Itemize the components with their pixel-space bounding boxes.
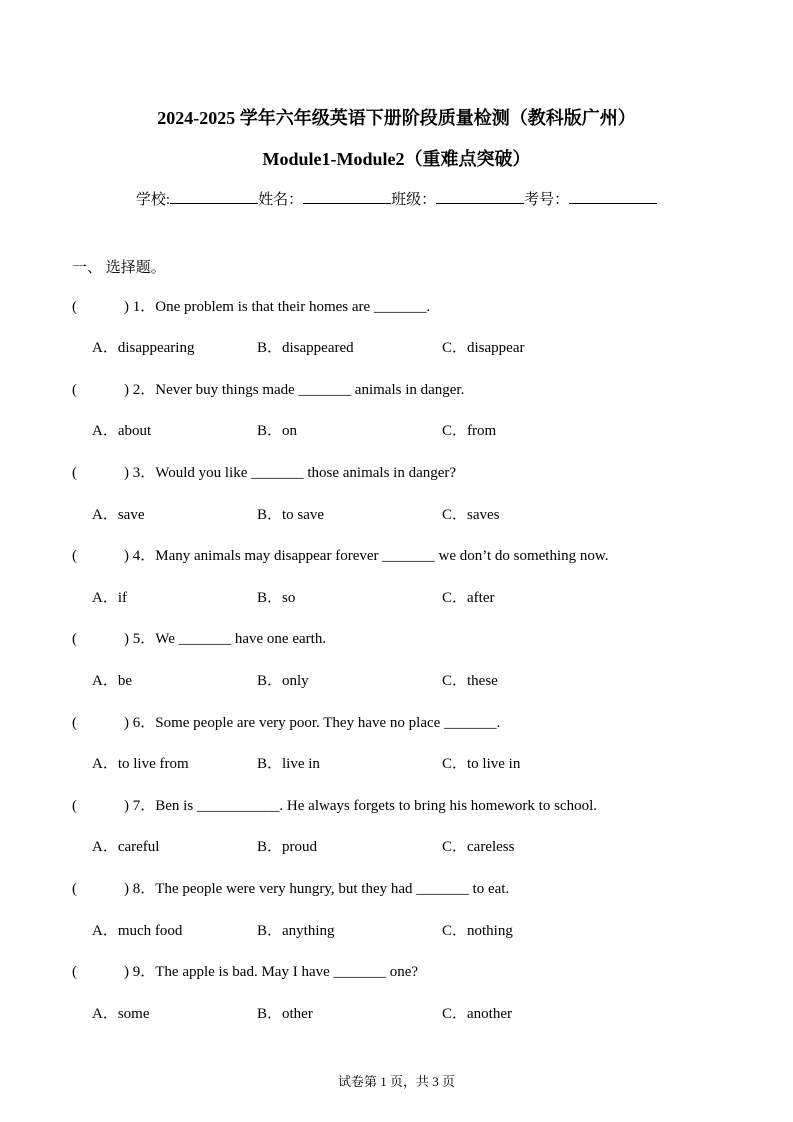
option-a: A．disappearing	[92, 340, 195, 356]
option-c: C．disappear	[442, 340, 525, 356]
question-text: 5．We _______ have one earth.	[132, 631, 327, 647]
option-a: A．some	[92, 1006, 150, 1022]
option-b: B．live in	[257, 756, 320, 772]
option-c: C．to live in	[442, 756, 521, 772]
option-a: A．much food	[92, 923, 183, 939]
question-text: 4．Many animals may disappear forever _______ we don’t do something now.	[132, 548, 609, 564]
answer-paren-open: (	[72, 798, 77, 814]
page-subtitle: Module1-Module2（重难点突破）	[262, 149, 531, 169]
question-row	[72, 879, 509, 899]
option-a: A．about	[92, 423, 152, 439]
question-text: 8．The people were very hungry, but they had _______ to eat.	[132, 881, 510, 897]
option-c: C．another	[442, 1006, 512, 1022]
section-heading: 一、 选择题。	[72, 260, 166, 276]
answer-paren-close: )	[124, 631, 129, 647]
answer-paren-close: )	[124, 798, 129, 814]
page-title: 2024-2025 学年六年级英语下册阶段质量检测（教科版广州）	[157, 108, 636, 128]
question-text: 6．Some people are very poor. They have no place _______.	[132, 715, 501, 731]
answer-paren-close: )	[124, 382, 129, 398]
option-b: B．other	[257, 1006, 313, 1022]
question-text: 2．Never buy things made _______ animals in danger.	[132, 382, 465, 398]
question-row	[72, 629, 326, 649]
answer-paren-open: (	[72, 715, 77, 731]
answer-paren-open: (	[72, 964, 77, 980]
option-a: A．save	[92, 507, 145, 523]
question-row	[72, 463, 456, 483]
question-row	[72, 546, 609, 566]
class-label: 班级：	[391, 192, 437, 208]
option-b: B．only	[257, 673, 309, 689]
option-a: A．be	[92, 673, 132, 689]
answer-paren-open: (	[72, 548, 77, 564]
answer-paren-close: )	[124, 715, 129, 731]
page-footer: 试卷第 1 页，共 3 页	[337, 1074, 455, 1089]
school-label: 学校:	[135, 192, 171, 208]
question-row	[72, 962, 418, 982]
question-text: 3．Would you like _______ those animals in danger?	[132, 465, 457, 481]
answer-paren-open: (	[72, 631, 77, 647]
question-text: 9．The apple is bad. May I have _______ one?	[132, 964, 419, 980]
option-c: C．from	[442, 423, 497, 439]
option-a: A．to live from	[92, 756, 189, 772]
option-a: A．if	[92, 590, 127, 606]
option-b: B．anything	[257, 923, 335, 939]
option-c: C．nothing	[442, 923, 513, 939]
number-label: 考号：	[524, 192, 570, 208]
answer-paren-close: )	[124, 964, 129, 980]
answer-paren-open: (	[72, 881, 77, 897]
question-row	[72, 796, 597, 816]
answer-paren-close: )	[124, 881, 129, 897]
answer-paren-open: (	[72, 299, 77, 315]
number-blank	[569, 189, 657, 204]
question-text: 7．Ben is ___________. He always forgets to bring his homework to school.	[132, 798, 598, 814]
name-label: 姓名：	[258, 192, 304, 208]
name-blank	[303, 189, 391, 204]
option-c: C．these	[442, 673, 498, 689]
school-blank	[170, 189, 258, 204]
answer-paren-open: (	[72, 382, 77, 398]
question-row	[72, 713, 500, 733]
class-blank	[436, 189, 524, 204]
option-b: B．disappeared	[257, 340, 354, 356]
option-b: B．on	[257, 423, 298, 439]
answer-paren-close: )	[124, 548, 129, 564]
answer-paren-open: (	[72, 465, 77, 481]
option-c: C．careless	[442, 839, 515, 855]
option-b: B．proud	[257, 839, 318, 855]
option-c: C．saves	[442, 507, 500, 523]
question-row	[72, 297, 430, 317]
option-c: C．after	[442, 590, 495, 606]
option-b: B．to save	[257, 507, 325, 523]
answer-paren-close: )	[124, 299, 129, 315]
question-text: 1．One problem is that their homes are _______.	[132, 299, 431, 315]
answer-paren-close: )	[124, 465, 129, 481]
student-info-line	[0, 189, 793, 211]
question-row	[72, 380, 464, 400]
option-a: A．careful	[92, 839, 160, 855]
option-b: B．so	[257, 590, 296, 606]
